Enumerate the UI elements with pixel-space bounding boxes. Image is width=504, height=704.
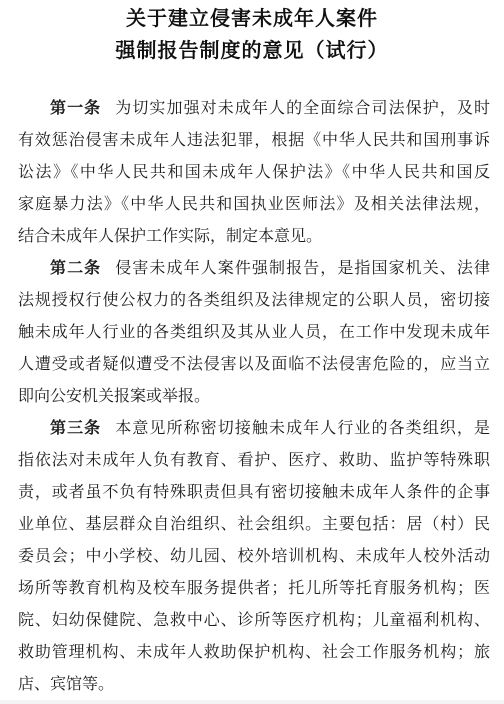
article-1-line-4: 家庭暴力法》《中华人民共和国执业医师法》及相关法律法规， <box>18 194 490 213</box>
article-1-line-5: 结合未成年人保护工作实际，制定本意见。 <box>18 226 323 245</box>
article-3-line-7: 院、妇幼保健院、急救中心、诊所等医疗机构；儿童福利机构、 <box>18 610 490 629</box>
article-2-line-1 <box>50 258 490 278</box>
article-3-label: 第三条 <box>50 418 102 437</box>
article-2-text: 侵害未成年人案件强制报告，是指国家机关、法律 <box>115 258 490 277</box>
article-3-line-2: 指依法对未成年人负有教育、看护、医疗、救助、监护等特殊职 <box>18 450 490 469</box>
article-2-label: 第二条 <box>50 258 102 277</box>
article-1-text: 为切实加强对未成年人的全面综合司法保护，及时 <box>115 98 490 117</box>
article-2-line-4: 人遭受或者疑似遭受不法侵害以及面临不法侵害危险的，应当立 <box>18 354 490 373</box>
article-3-line-9: 店、宾馆等。 <box>18 674 115 693</box>
document-title-line-2: 强制报告制度的意见（试行） <box>115 38 389 62</box>
article-1-label: 第一条 <box>50 98 102 117</box>
article-1-line-1 <box>50 98 490 118</box>
article-3-line-8: 救助管理机构、未成年人救助保护机构、社会工作服务机构；旅 <box>18 642 490 661</box>
article-3-line-1 <box>50 418 490 438</box>
article-3-line-6: 场所等教育机构及校车服务提供者；托儿所等托育服务机构；医 <box>18 578 490 597</box>
article-2-line-3: 触未成年人行业的各类组织及其从业人员，在工作中发现未成年 <box>18 322 490 341</box>
article-2-line-2: 法规授权行使公权力的各类组织及法律规定的公职人员，密切接 <box>18 290 490 309</box>
article-3-line-5: 委员会；中小学校、幼儿园、校外培训机构、未成年人校外活动 <box>18 546 490 565</box>
article-3-line-4: 业单位、基层群众自治组织、社会组织。主要包括：居（村）民 <box>18 514 490 533</box>
article-1-line-3: 讼法》《中华人民共和国未成年人保护法》《中华人民共和国反 <box>18 162 490 181</box>
page-bottom-edge <box>0 700 504 704</box>
article-2-line-5: 即向公安机关报案或举报。 <box>18 386 211 405</box>
article-3-text: 本意见所称密切接触未成年人行业的各类组织，是 <box>115 418 490 437</box>
article-3-line-3: 责，或者虽不负有特殊职责但具有密切接触未成年人条件的企事 <box>18 482 490 501</box>
document-title-line-1: 关于建立侵害未成年人案件 <box>126 6 378 30</box>
article-1-line-2: 有效惩治侵害未成年人违法犯罪，根据《中华人民共和国刑事诉 <box>18 130 490 149</box>
